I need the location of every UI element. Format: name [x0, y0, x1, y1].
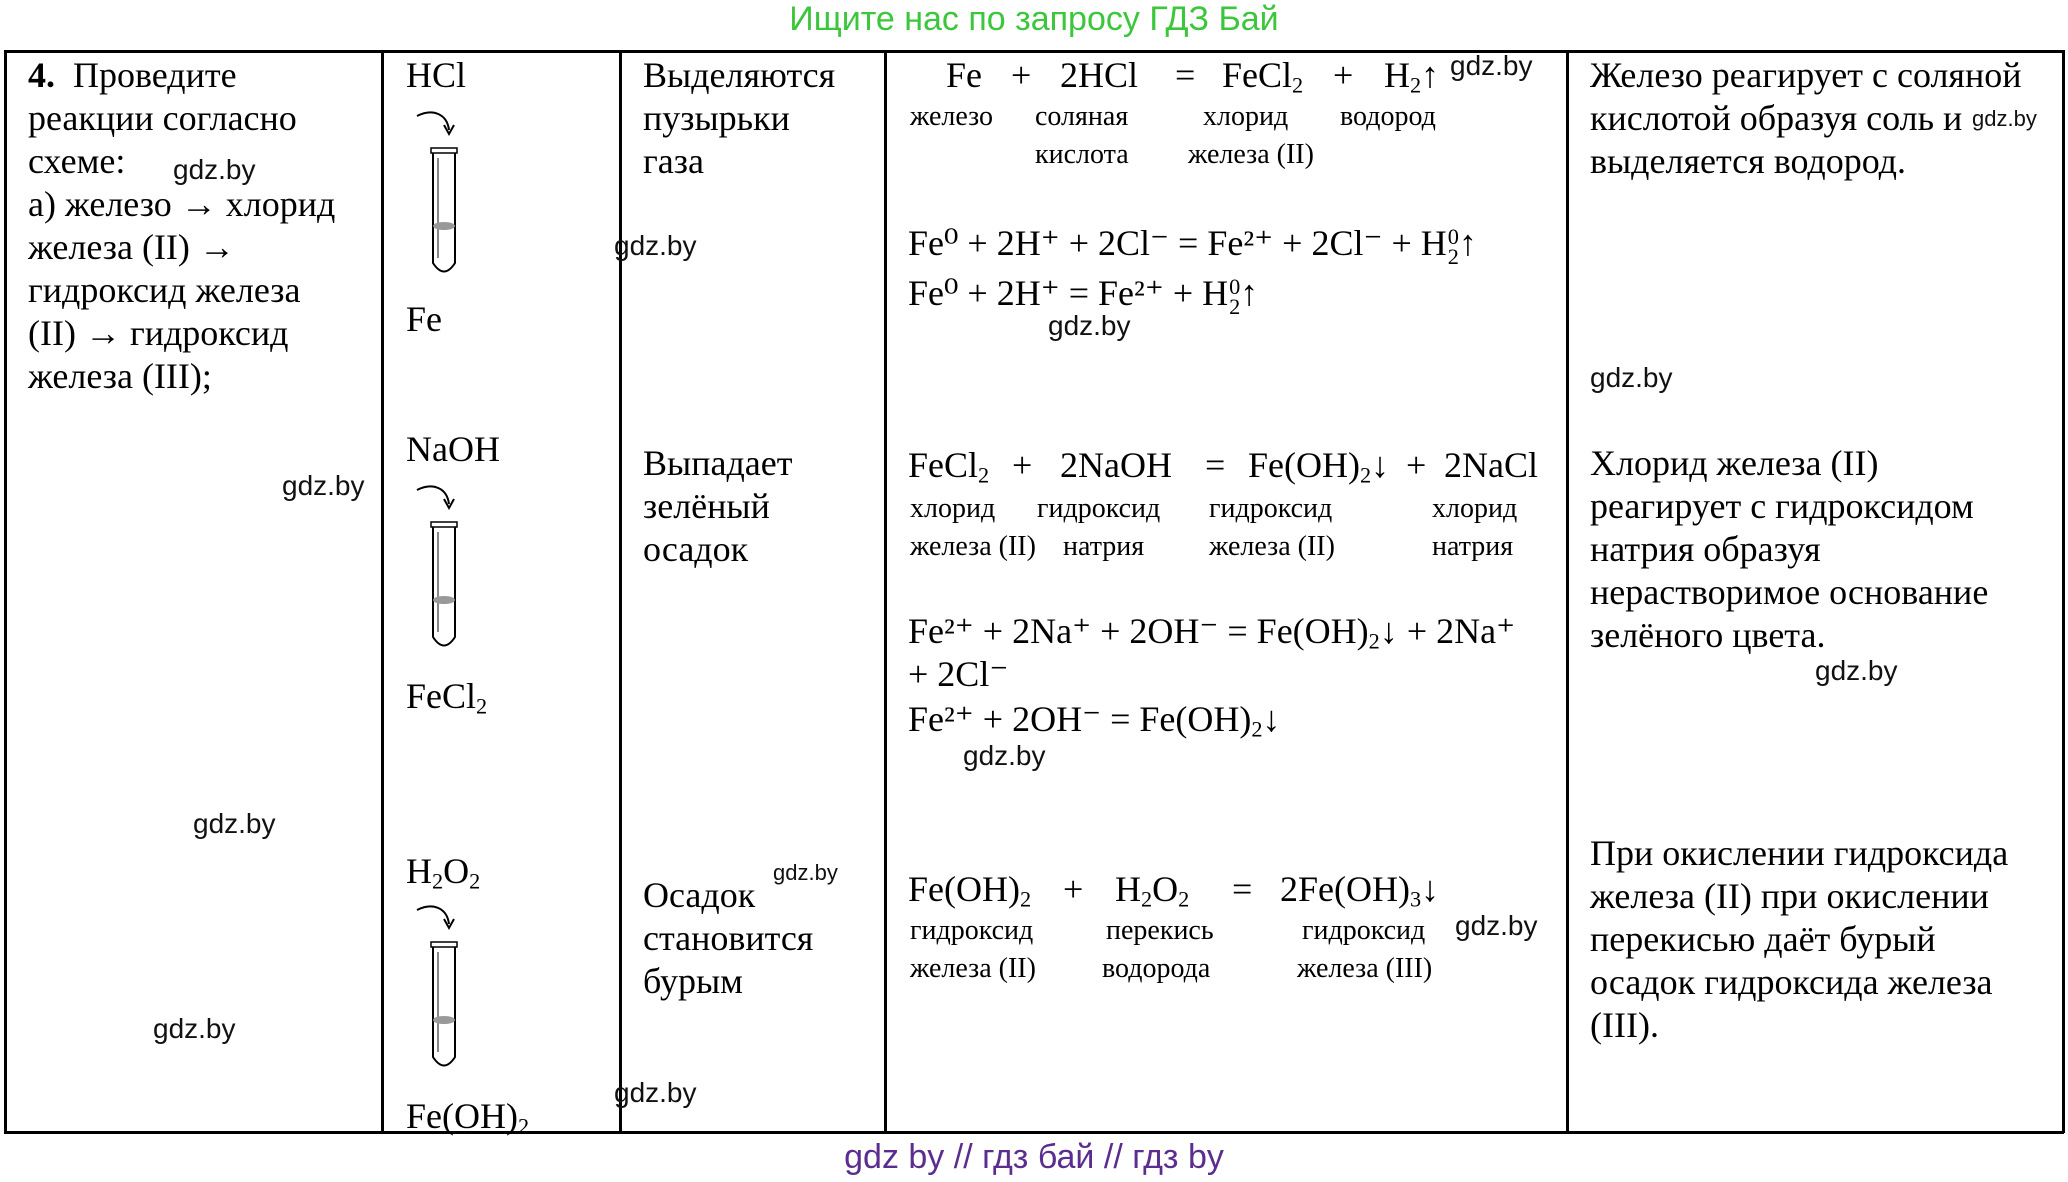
task-number: 4.: [28, 55, 55, 95]
r3-label-4: железа (II): [910, 953, 1036, 984]
table-divider-3: [884, 50, 887, 1133]
watermark: gdz.by: [173, 154, 256, 185]
r3-label-5: водорода: [1102, 953, 1211, 984]
r2-label-5: железа (II): [910, 531, 1036, 562]
task-text: 4. Проведите реакции согласно схеме: а) железо → хлорид железа (II) → гидроксид железа (II) → гидроксид железа (III);: [28, 55, 336, 396]
r2-plus-1: +: [1012, 445, 1033, 485]
test-tube-3-icon: [405, 902, 465, 1077]
r2-fecl2: FeCl$_2$: [908, 445, 990, 488]
watermark: gdz.by: [153, 1013, 236, 1044]
table-divider-1: [381, 50, 384, 1133]
watermark: gdz.by: [193, 808, 276, 839]
watermark: gdz.by: [1815, 655, 1898, 686]
table-top-border: [4, 50, 2064, 53]
table-border-right: [2062, 50, 2065, 1133]
r2-label-2: гидроксид: [1037, 493, 1161, 524]
reagent-fe: Fe: [406, 299, 442, 339]
r1-label-chloride-1: хлорид: [1203, 101, 1289, 132]
r1-plus-2: +: [1333, 55, 1354, 95]
r2-ionic-full: $Fe^{2+} + 2Na^+ + 2OH^- = Fe(OH)_2↓ + 2Na^+$: [908, 611, 1516, 654]
watermark: gdz.by: [614, 1077, 697, 1108]
r2-equals: =: [1205, 445, 1226, 485]
r3-label-3: гидроксид: [1302, 915, 1426, 946]
r2-ionic-full-cont: + 2Cl⁻: [908, 654, 1009, 694]
r1-label-hydrochloric-1: соляная: [1035, 101, 1129, 132]
table-bottom-border: [4, 1131, 2064, 1134]
watermark: gdz.by: [1972, 106, 2037, 131]
r1-ionic-full: Fe⁰ + 2H⁺ + 2Cl⁻ = Fe²⁺ + 2Cl⁻ + H 0 2 ↑: [908, 223, 1477, 269]
conclusion-1: Железо реагирует с соляной кислотой образуя соль и выделяется водород.: [1590, 55, 2022, 181]
r2-label-4: хлорид: [1432, 493, 1518, 524]
r3-feoh3: $2Fe(OH)_3↓$: [1280, 869, 1440, 912]
r1-equals: =: [1175, 55, 1196, 95]
r2-naoh: 2NaOH: [1060, 445, 1172, 485]
r3-label-1: гидроксид: [910, 915, 1034, 946]
observation-2: Выпадает зелёный осадок: [643, 443, 793, 569]
r1-label-iron: железо: [910, 101, 994, 132]
r2-label-6: натрия: [1063, 531, 1145, 562]
r3-equals: =: [1232, 869, 1253, 909]
table-divider-2: [619, 50, 622, 1133]
r2-ionic-short: $Fe^{2+} + 2OH^- = Fe(OH)_2↓$: [908, 699, 1281, 742]
r2-label-1: хлорид: [910, 493, 996, 524]
watermark: gdz.by: [282, 470, 365, 501]
r3-plus: +: [1063, 869, 1084, 909]
r2-label-7: железа (II): [1209, 531, 1335, 562]
r3-label-6: железа (III): [1297, 953, 1433, 984]
r2-nacl: 2NaCl: [1444, 445, 1538, 485]
reagent-fecl2: FeCl$_2$: [406, 676, 488, 719]
r3-feoh2: $Fe(OH)_2$: [908, 869, 1032, 912]
r2-plus-2: +: [1406, 445, 1427, 485]
watermark: gdz.by: [1590, 362, 1673, 393]
observation-1: Выделяются пузырьки газа: [643, 55, 836, 181]
r2-label-3: гидроксид: [1209, 493, 1333, 524]
site-footer-links[interactable]: gdz by // гдз бай // гдз by: [844, 1138, 1224, 1176]
r1-fecl2: FeCl$_2$: [1222, 55, 1304, 98]
observation-3: Осадок становится бурым: [643, 875, 814, 1001]
site-banner[interactable]: Ищите нас по запросу ГДЗ Бай: [789, 0, 1279, 38]
r1-label-hydrogen: водород: [1340, 101, 1436, 132]
reagent-feoh2: $Fe(OH)_2$: [406, 1096, 530, 1139]
reagent-hcl: HCl: [406, 55, 467, 95]
r1-plus-1: +: [1011, 55, 1032, 95]
test-tube-1-icon: [405, 108, 465, 283]
watermark: gdz.by: [963, 740, 1046, 771]
watermark: gdz.by: [614, 230, 697, 261]
r1-fe: Fe: [946, 55, 982, 95]
r1-hcl: 2HCl: [1060, 55, 1139, 95]
watermark: gdz.by: [1450, 50, 1533, 81]
test-tube-2-icon: [405, 482, 465, 657]
reagent-h2o2: $H_2O_2$: [406, 851, 481, 894]
table-border-left: [4, 50, 7, 1133]
table-divider-4: [1566, 50, 1569, 1133]
watermark: gdz.by: [1048, 310, 1131, 341]
r1-h2: $H_2↑$: [1384, 55, 1440, 98]
watermark: gdz.by: [1455, 910, 1538, 941]
conclusion-2: Хлорид железа (II) реагирует с гидроксидом натрия образуя нерастворимое основание зелёного цвета.: [1590, 443, 1989, 655]
r3-label-2: перекись: [1106, 915, 1214, 946]
r2-label-8: натрия: [1432, 531, 1514, 562]
conclusion-3: При окислении гидроксида железа (II) при окислении перекисью даёт бурый осадок гидроксида железа (III).: [1590, 833, 2009, 1045]
r1-label-chloride-2: железа (II): [1188, 139, 1314, 170]
r1-ionic-short: Fe⁰ + 2H⁺ = Fe²⁺ + H 0 2 ↑: [908, 273, 1259, 319]
reagent-naoh: NaOH: [406, 429, 500, 469]
watermark: gdz.by: [773, 860, 838, 885]
r2-feoh2: $Fe(OH)_2↓$: [1248, 445, 1390, 488]
r1-label-hydrochloric-2: кислота: [1035, 139, 1129, 170]
r3-h2o2: $H_2O_2$: [1115, 869, 1190, 912]
